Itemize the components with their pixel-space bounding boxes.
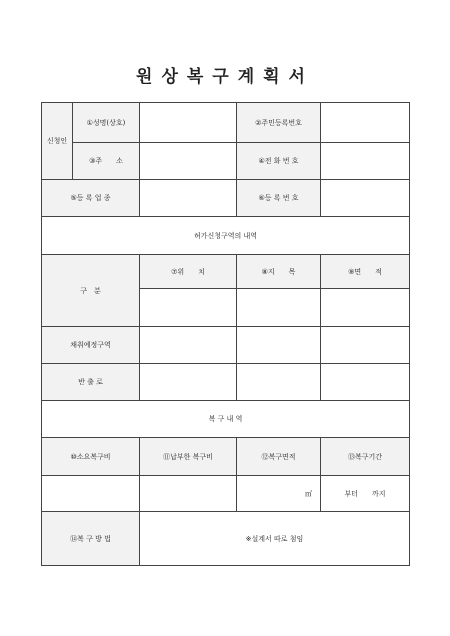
location-field[interactable] (140, 289, 237, 327)
required-cost-field[interactable] (42, 476, 140, 512)
paid-cost-col-header: ⑪납부한 복구비 (140, 438, 237, 476)
address-field[interactable] (140, 143, 237, 180)
phone-field[interactable] (321, 143, 410, 180)
restoration-area-field[interactable]: ㎡ (237, 476, 321, 512)
business-type-field[interactable] (140, 180, 237, 217)
address-label: ③주 소 (73, 143, 140, 180)
haul-road-label: 반 출 로 (42, 364, 140, 401)
restoration-method-field[interactable]: ※설계서 따로 첨임 (140, 512, 410, 566)
paid-cost-field[interactable] (140, 476, 237, 512)
restoration-area-col-header: ⑫복구면적 (237, 438, 321, 476)
haul-location-field[interactable] (140, 364, 237, 401)
restoration-method-label: ⑭복 구 방 법 (42, 512, 140, 566)
registration-number-field[interactable] (321, 180, 410, 217)
applicant-section-label: 신청인 (42, 103, 73, 180)
restoration-period-col-header: ⑬복구기간 (321, 438, 410, 476)
id-number-field[interactable] (321, 103, 410, 143)
name-label: ①성명(상호) (73, 103, 140, 143)
required-cost-col-header: ⑩소요복구비 (42, 438, 140, 476)
area-col-header: ⑨면 적 (321, 255, 410, 289)
haul-area-field[interactable] (321, 364, 410, 401)
name-field[interactable] (140, 103, 237, 143)
area-field[interactable] (321, 289, 410, 327)
permit-area-header: 허가신청구역의 내역 (42, 217, 410, 255)
business-type-label: ⑤등 록 업 종 (42, 180, 140, 217)
mining-land-field[interactable] (237, 327, 321, 364)
land-category-col-header: ⑧지 목 (237, 255, 321, 289)
restoration-period-field[interactable]: 부터 까지 (321, 476, 410, 512)
page-title: 원상복구계획서 (136, 67, 314, 87)
land-category-field[interactable] (237, 289, 321, 327)
restoration-header: 복 구 내 역 (42, 401, 410, 438)
mining-area-label: 채취예정구역 (42, 327, 140, 364)
category-label: 구 분 (42, 255, 140, 327)
mining-location-field[interactable] (140, 327, 237, 364)
haul-land-field[interactable] (237, 364, 321, 401)
id-number-label: ②주민등록번호 (237, 103, 321, 143)
restoration-plan-form (41, 102, 410, 566)
mining-area-field[interactable] (321, 327, 410, 364)
location-col-header: ⑦위 치 (140, 255, 237, 289)
registration-number-label: ⑥등 록 번 호 (237, 180, 321, 217)
phone-label: ④전 화 번 호 (237, 143, 321, 180)
